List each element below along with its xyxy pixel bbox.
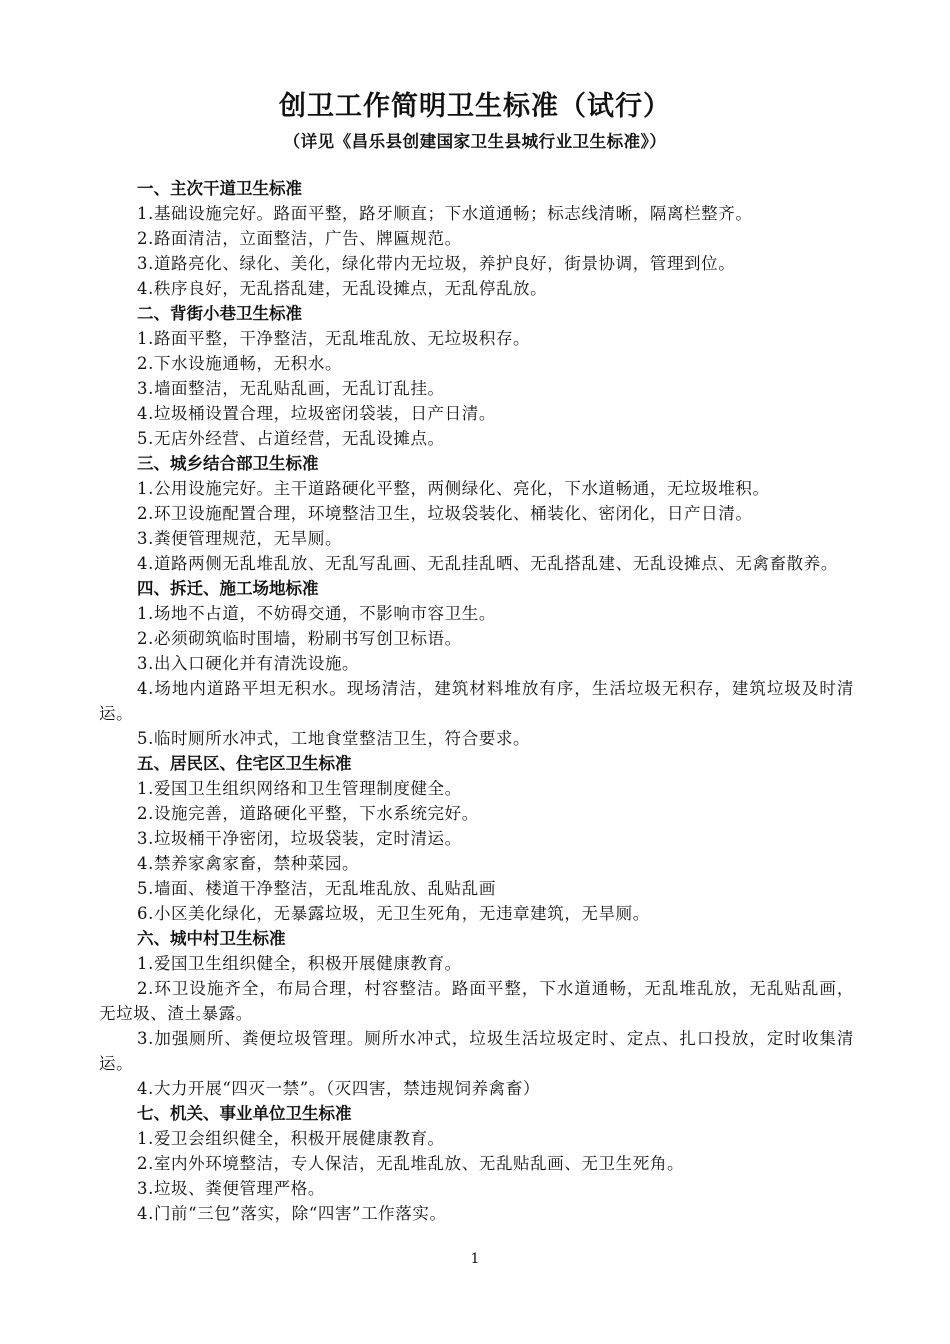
page-number: 1 <box>470 1251 480 1267</box>
section <box>99 176 854 301</box>
section-item: 2.环卫设施配置合理，环境整洁卫生，垃圾袋装化、桶装化、密闭化，日产日清。 <box>137 504 753 523</box>
section-item: 3.出入口硬化并有清洗设施。 <box>137 654 360 673</box>
section-item: 5.无店外经营、占道经营，无乱设摊点。 <box>137 429 445 448</box>
section-item: 1.场地不占道，不妨碍交通，不影响市容卫生。 <box>137 604 496 623</box>
section-title: 四、拆迁、施工场地标准 <box>137 579 319 598</box>
section-title: 二、背街小巷卫生标准 <box>137 304 302 323</box>
section-item: 4.门前“三包”落实，除“四害”工作落实。 <box>137 1204 447 1223</box>
section-item: 4.禁养家禽家畜，禁种菜园。 <box>137 854 360 873</box>
section-title: 一、主次干道卫生标准 <box>137 179 302 198</box>
section-item: 2.设施完善，道路硬化平整，下水系统完好。 <box>137 804 479 823</box>
section-item: 2.室内外环境整洁，专人保洁，无乱堆乱放、无乱贴乱画、无卫生死角。 <box>137 1154 685 1173</box>
section-item: 4.秩序良好，无乱搭乱建，无乱设摊点，无乱停乱放。 <box>137 279 548 298</box>
section-item: 1.基础设施完好。路面平整，路牙顺直；下水道通畅；标志线清晰，隔离栏整齐。 <box>137 204 753 223</box>
section-item: 4.垃圾桶设置合理，垃圾密闭袋装，日产日清。 <box>137 404 496 423</box>
section <box>99 301 854 451</box>
section <box>99 451 854 576</box>
section-item: 2.环卫设施齐全，布局合理，村容整洁。路面平整，下水道通畅，无乱堆乱放，无乱贴乱画，无垃圾、渣土暴露。 <box>99 979 854 1023</box>
section-title: 三、城乡结合部卫生标准 <box>137 454 319 473</box>
section-item: 4.道路两侧无乱堆乱放、无乱写乱画、无乱挂乱晒、无乱搭乱建、无乱设摊点、无禽畜散养。 <box>137 554 838 573</box>
section-title: 五、居民区、住宅区卫生标准 <box>137 754 352 773</box>
section <box>99 576 854 751</box>
document-body <box>99 176 854 1226</box>
document-title: 创卫工作简明卫生标准（试行） <box>279 91 671 122</box>
section-item: 2.路面清洁，立面整洁，广告、牌匾规范。 <box>137 229 462 248</box>
section <box>99 926 854 1101</box>
section-item: 3.垃圾、粪便管理严格。 <box>137 1179 325 1198</box>
section-item: 6.小区美化绿化，无暴露垃圾，无卫生死角，无违章建筑，无旱厕。 <box>137 904 650 923</box>
section-item: 2.必须砌筑临时围墙，粉刷书写创卫标语。 <box>137 629 462 648</box>
section-item: 4.场地内道路平坦无积水。现场清洁，建筑材料堆放有序，生活垃圾无积存，建筑垃圾及时清运。 <box>99 679 854 723</box>
section <box>99 1101 854 1226</box>
section-item: 1.爱国卫生组织健全，积极开展健康教育。 <box>137 954 462 973</box>
section-item: 5.临时厕所水冲式，工地食堂整洁卫生，符合要求。 <box>137 729 531 748</box>
section-item: 4.大力开展“四灭一禁”。（灭四害，禁违规饲养禽畜） <box>137 1079 540 1098</box>
section-item: 1.路面平整，干净整洁，无乱堆乱放、无垃圾积存。 <box>137 329 531 348</box>
section-item: 3.加强厕所、粪便垃圾管理。厕所水冲式，垃圾生活垃圾定时、定点、扎口投放，定时收集清运。 <box>99 1029 854 1073</box>
section-item: 3.道路亮化、绿化、美化，绿化带内无垃圾，养护良好，街景协调，管理到位。 <box>137 254 736 273</box>
section-item: 1.爱国卫生组织网络和卫生管理制度健全。 <box>137 779 462 798</box>
section-title: 六、城中村卫生标准 <box>137 929 286 948</box>
section-item: 3.粪便管理规范，无旱厕。 <box>137 529 343 548</box>
section-item: 3.垃圾桶干净密闭，垃圾袋装，定时清运。 <box>137 829 462 848</box>
section-item: 1.公用设施完好。主干道路硬化平整，两侧绿化、亮化，下水道畅通，无垃圾堆积。 <box>137 479 770 498</box>
section-item: 2.下水设施通畅，无积水。 <box>137 354 343 373</box>
section-item: 1.爱卫会组织健全，积极开展健康教育。 <box>137 1129 445 1148</box>
section-item: 5.墙面、楼道干净整洁，无乱堆乱放、乱贴乱画 <box>137 879 496 898</box>
section <box>99 751 854 926</box>
document-subtitle: （详见《昌乐县创建国家卫生县城行业卫生标准》） <box>283 132 667 151</box>
section-item: 3.墙面整洁，无乱贴乱画，无乱订乱挂。 <box>137 379 445 398</box>
section-title: 七、机关、事业单位卫生标准 <box>137 1104 352 1123</box>
